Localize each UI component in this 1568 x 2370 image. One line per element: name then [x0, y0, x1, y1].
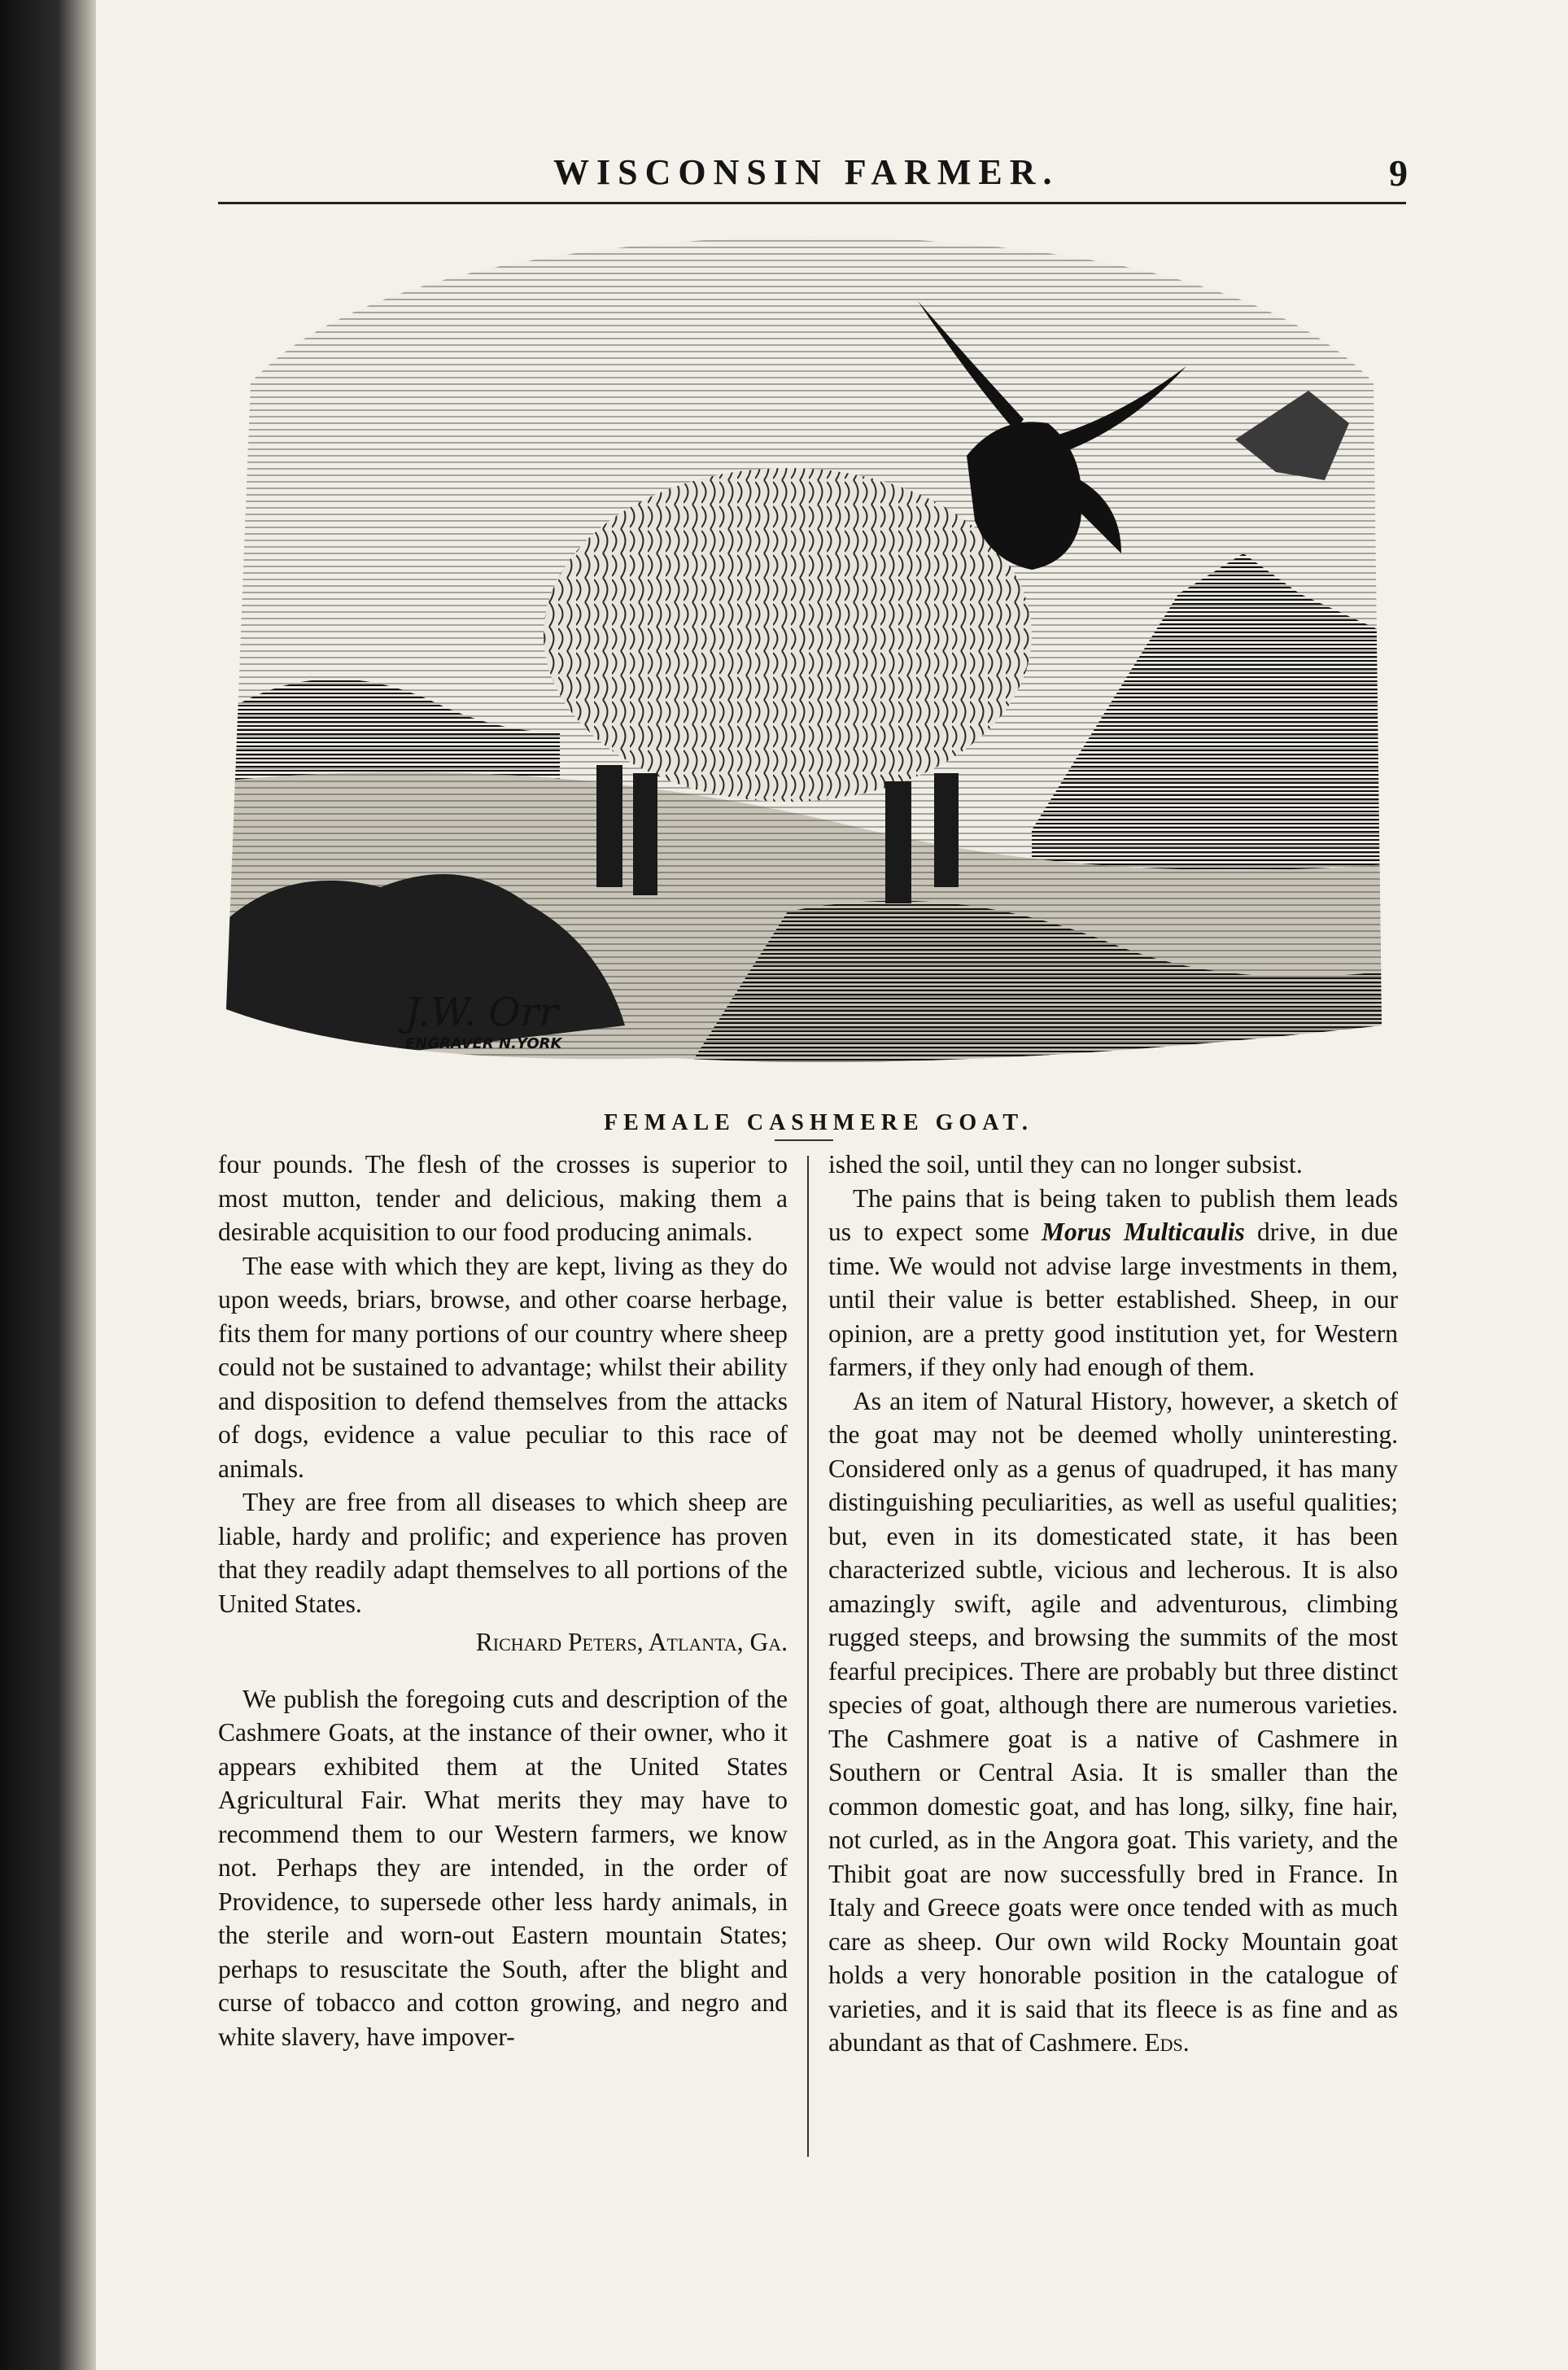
- author-name: Richard Peters,: [475, 1628, 644, 1656]
- caption-rule: [775, 1139, 833, 1141]
- scan-binding-edge: [0, 0, 96, 2370]
- right-column: [828, 1148, 1398, 2157]
- right-paragraph-2-lead: The pains that is being taken to publish them leads us to expect some: [828, 1183, 1398, 1246]
- left-paragraph-2: The ease with which they are kept, living as they do upon weeds, briars, browse, and other coarse herbage, fits them for many portions of our country where sheep could not be sustained to advantage; whilst their ability and disposition to defend themselves from the attacks of dogs, evidence a value peculiar to this race of animals.: [218, 1251, 788, 1483]
- column-divider: [807, 1156, 809, 2157]
- goat-engraving: [218, 212, 1406, 1091]
- author-signature: [218, 1625, 788, 1659]
- right-paragraph-3: [828, 1384, 1398, 2060]
- author-place: Atlanta, Ga.: [648, 1628, 788, 1656]
- left-paragraph-3: They are free from all diseases to which sheep are liable, hardy and prolific; and experience has proven that they readily adapt themselves to all portions of the United States.: [218, 1488, 788, 1618]
- right-paragraph-3-body: As an item of Natural History, however, a sketch of the goat may not be deemed wholly uninteresting. Considered only as a genus of quadruped, it has many distinguishing peculiarities, as well as useful qualities; but, even in its domesticated state, it has been characterized subtle, vicious and lecherous. It is also amazingly swift, agile and adventurous, climbing rugged steeps, and browsing the summits of the most fearful precipices. There are probably but three distinct species of goat, although there are numerous varieties. The Cashmere goat is a native of Cashmere in Southern or Central Asia. It is smaller than the common domestic goat, and has long, silky, fine hair, not curled, as in the Angora goat. This variety, and the Thibit goat are now successfully bred in France. In Italy and Greece goats were once tended with as much care as sheep. Our own wild Rocky Mountain goat holds a very honorable position in the catalogue of varieties, and it is said that its fleece is as fine and as abundant as that of Cashmere.: [828, 1386, 1398, 2057]
- morus-multicaulis-term: Morus Multicaulis: [1042, 1218, 1245, 1246]
- engraver-signature: J.W. Orr: [405, 990, 558, 1035]
- editors-sign: Eds.: [1144, 2028, 1190, 2057]
- running-header: [212, 151, 1408, 200]
- running-title: WISCONSIN FARMER.: [553, 152, 1059, 192]
- figure-caption: FEMALE CASHMERE GOAT.: [604, 1110, 1033, 1135]
- right-paragraph-1: ished the soil, until they can no longer subsist.: [828, 1150, 1303, 1178]
- left-paragraph-4: We publish the foregoing cuts and description of the Cashmere Goats, at the instance of their owner, who it appears exhibited them at the United States Agricultural Fair. What merits they may have to recommend them to our Western farmers, we know not. Perhaps they are intended, in the order of Providence, to supersede other less hardy animals, in the sterile and worn-out Eastern mountain States; perhaps to resuscitate the South, after the blight and curse of tobacco and cotton growing, and negro and white slavery, have impover-: [218, 1684, 788, 2051]
- page-number: 9: [1389, 152, 1408, 194]
- left-column: [218, 1148, 788, 2157]
- engraver-location: ENGRAVER N.YORK: [405, 1035, 562, 1052]
- header-rule: [218, 202, 1406, 204]
- left-paragraph-1: four pounds. The flesh of the crosses is superior to most mutton, tender and delicious, making them a desirable acquisition to our food producing animals.: [218, 1150, 788, 1246]
- right-paragraph-2-rest: drive, in due time. We would not advise large investments in them, until their value is better established. Sheep, in our opinion, are a pretty good institution yet, for Western farmers, if they only had enough of them.: [828, 1218, 1398, 1381]
- right-paragraph-2: [828, 1182, 1398, 1384]
